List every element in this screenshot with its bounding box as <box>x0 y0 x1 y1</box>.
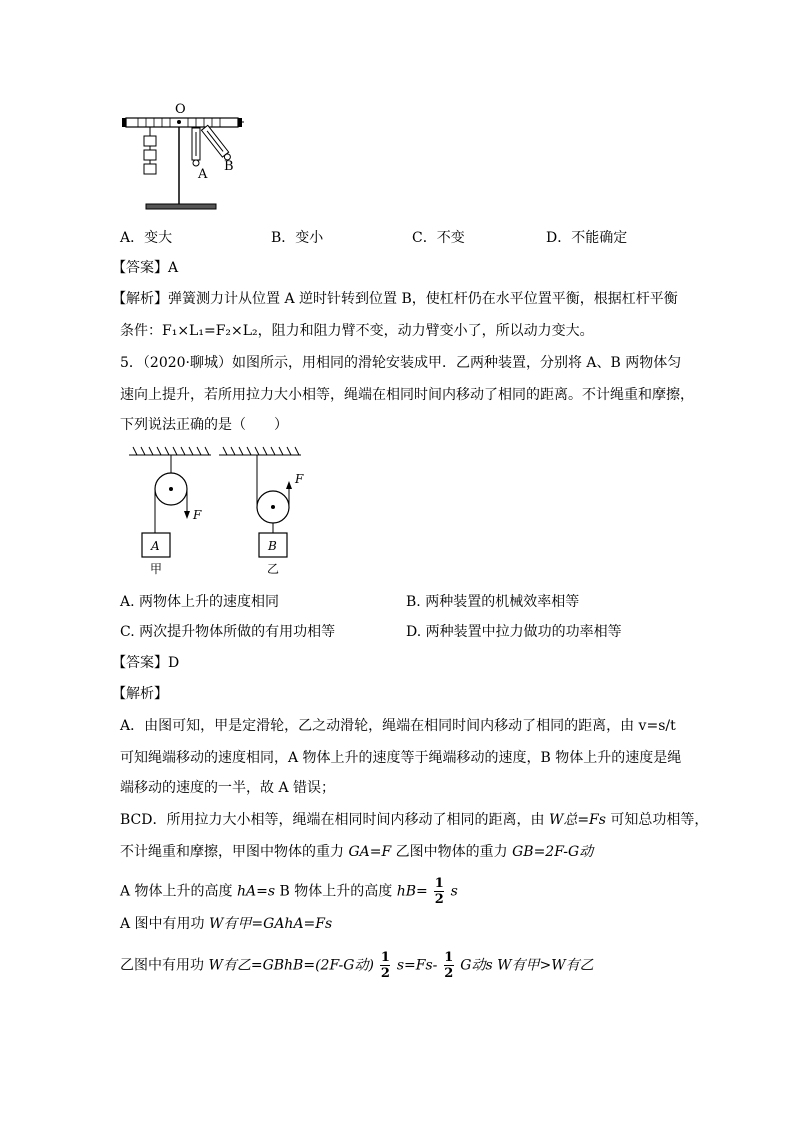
q5-option-b: B. 两种装置的机械效率相等 <box>406 594 580 610</box>
q5-option-d: D. 两种装置中拉力做功的功率相等 <box>406 624 622 640</box>
q4-analysis-line-2: 条件：F₁×L₁=F₂×L₂，阻力和阻力臂不变，动力臂变小了，所以动力变大。 <box>120 323 594 339</box>
line4-text-c: 可知总功相等， <box>610 812 709 828</box>
pivot-label: O <box>175 102 186 117</box>
q5-stem-line-2: 速向上提升，若所用拉力大小相等，绳端在相同时间内移动了相同的距离。不计绳重和摩擦， <box>120 387 694 403</box>
line5-text-c: 乙图中物体的重力 <box>395 844 508 860</box>
useful-work-b-mid: s=Fs- <box>396 957 438 974</box>
q4-analysis-line-1: 【解析】弹簧测力计从位置 A 逆时针转到位置 B，使杠杆仍在水平位置平衡，根据杠杆平衡 <box>112 291 678 307</box>
line4-text-a: BCD．所用拉力大小相等，绳端在相同时间内移动了相同的距离，由 <box>120 812 545 828</box>
q5-analysis-line-2: 可知绳端移动的速度相同，A 物体上升的速度等于绳端移动的速度，B 物体上升的速度是绳 <box>120 750 682 766</box>
pulley-figure <box>125 445 325 575</box>
q5-analysis-line-4 <box>120 810 708 830</box>
block-a-label: A <box>151 539 160 553</box>
line8-text-a: 乙图中有用功 <box>120 957 204 974</box>
useful-work-b-formula: W有乙=GBhB=(2F-G动) <box>208 957 374 974</box>
line5-text-a: 不计绳重和摩擦，甲图中物体的重力 <box>120 844 344 860</box>
line6-text-a: A 物体上升的高度 <box>120 883 233 900</box>
useful-work-b-end: G动s <box>460 957 493 974</box>
height-b-s: s <box>450 883 458 900</box>
useful-work-a-formula: W有甲=GAhA=Fs <box>209 916 333 932</box>
q4-answer: 【答案】A <box>112 260 179 276</box>
q5-stem-line-1: 5．（2020·聊城）如图所示，用相同的滑轮安装成甲．乙两种装置，分别将 A、B 两物体匀 <box>120 355 682 371</box>
q5-answer: 【答案】D <box>112 655 180 671</box>
q5-analysis-line-8 <box>120 950 594 981</box>
height-a-formula: hA=s <box>237 883 276 900</box>
q5-analysis-line-6 <box>120 876 458 907</box>
line7-text-a: A 图中有用功 <box>120 916 205 932</box>
weight-a-formula: GA=F <box>348 844 392 860</box>
q5-analysis-line-3: 端移动的速度的一半，故 A 错误； <box>120 780 336 796</box>
q4-option-b: B．变小 <box>271 230 324 246</box>
height-b-formula: hB= <box>396 883 428 900</box>
point-b-label: B <box>224 159 234 174</box>
q4-option-a: A．变大 <box>120 230 173 246</box>
fraction-half: $\frac{1}{2}$ <box>434 876 444 907</box>
q5-analysis-title: 【解析】 <box>112 686 168 702</box>
lever-figure <box>120 98 250 213</box>
total-work-formula: W总=Fs <box>548 812 606 828</box>
q5-analysis-line-5 <box>120 842 593 862</box>
q5-option-a: A. 两物体上升的速度相同 <box>120 594 280 610</box>
useful-work-compare: W有甲>W有乙 <box>497 957 594 974</box>
force-label-left: F <box>193 508 202 522</box>
force-label-right: F <box>295 472 304 486</box>
point-a-label: A <box>198 167 208 182</box>
block-b-label: B <box>268 539 277 553</box>
caption-left: 甲 <box>150 562 163 576</box>
fraction-half-2: $\frac{1}{2}$ <box>380 950 390 981</box>
q5-analysis-line-7 <box>120 914 332 934</box>
q4-option-d: D．不能确定 <box>546 230 628 246</box>
fraction-half-3: $\frac{1}{2}$ <box>444 950 454 981</box>
q4-option-c: C．不变 <box>412 230 465 246</box>
q5-analysis-line-1: A．由图可知，甲是定滑轮，乙之动滑轮，绳端在相同时间内移动了相同的距离，由 v=s/t <box>120 718 676 734</box>
q5-option-c: C. 两次提升物体所做的有用功相等 <box>120 624 336 640</box>
q5-stem-line-3: 下列说法正确的是（ ） <box>120 417 288 433</box>
caption-right: 乙 <box>267 562 280 576</box>
weight-b-formula: GB=2F-G动 <box>512 844 594 860</box>
line6-text-c: B 物体上升的高度 <box>279 883 393 900</box>
